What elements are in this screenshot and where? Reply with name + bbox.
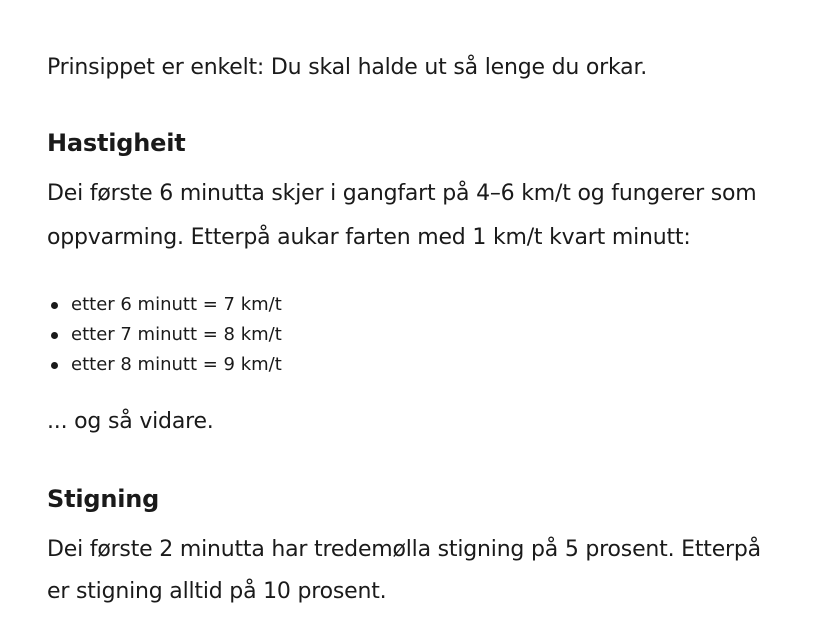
heading-hastigheit: Hastigheit — [47, 129, 186, 157]
heading-stigning: Stigning — [47, 485, 160, 513]
continuation-text: ... og så vidare. — [47, 409, 214, 434]
bullet-icon — [51, 332, 58, 339]
stigning-paragraph-line-1: Dei første 2 minutta har tredemølla stigning på 5 prosent. Etterpå — [47, 537, 761, 562]
list-item — [47, 290, 282, 320]
list-item-text: etter 6 minutt = 7 km/t — [71, 294, 282, 315]
list-item — [47, 320, 282, 350]
list-item-text: etter 7 minutt = 8 km/t — [71, 324, 282, 345]
list-item-text: etter 8 minutt = 9 km/t — [71, 354, 282, 375]
bullet-icon — [51, 302, 58, 309]
intro-paragraph: Prinsippet er enkelt: Du skal halde ut så lenge du orkar. — [47, 55, 648, 80]
hastigheit-paragraph-line-2: oppvarming. Etterpå aukar farten med 1 km/t kvart minutt: — [47, 225, 691, 250]
list-item — [47, 350, 282, 380]
hastigheit-paragraph-line-1: Dei første 6 minutta skjer i gangfart på 4–6 km/t og fungerer som — [47, 181, 757, 206]
speed-list — [47, 290, 282, 380]
bullet-icon — [51, 362, 58, 369]
stigning-paragraph-line-2: er stigning alltid på 10 prosent. — [47, 579, 387, 604]
